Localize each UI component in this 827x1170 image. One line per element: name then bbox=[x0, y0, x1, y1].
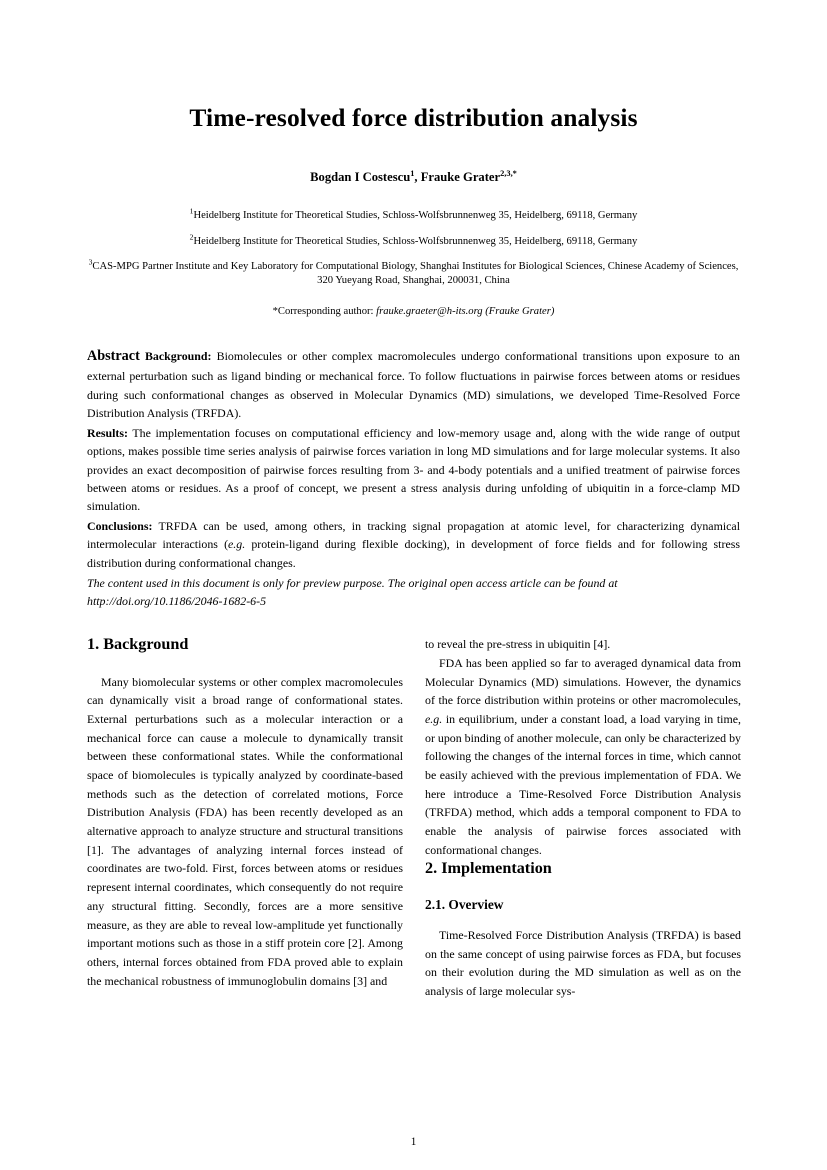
corresponding-prefix: *Corresponding author: bbox=[272, 305, 377, 317]
corresponding-email[interactable]: frauke.graeter@h-its.org bbox=[376, 305, 483, 317]
affiliation-marker-3: 3 bbox=[88, 257, 93, 267]
abstract-conclusions bbox=[87, 517, 740, 572]
background-paragraph-2-part-b: in equilibrium, under a constant load, a load varying in time, or upon binding of another molecule, can only be characterized by following the changes of the internal forces in time, which cannot be easily achieved with the previous implementation of FDA. We here introduce a Time-Resolved Force Distribution Analysis (TRFDA) method, which adds a temporal component to FDA to enable the analysis of pairwise forces associated with conformational changes. bbox=[425, 711, 741, 857]
affiliation-1 bbox=[87, 206, 740, 223]
author-affiliation-marker-1: 1 bbox=[410, 168, 415, 178]
body-columns bbox=[87, 610, 740, 1001]
abstract-background-label: Background: bbox=[144, 348, 212, 363]
affiliation-2 bbox=[87, 232, 740, 249]
section-heading-implementation: 2. Implementation bbox=[425, 859, 552, 878]
background-paragraph-1-continued: to reveal the pre-stress in ubiquitin [4]. bbox=[425, 637, 611, 652]
background-paragraph-2-part-a: FDA has been applied so far to averaged dynamical data from Molecular Dynamics (MD) simulations. However, the dynamics of the force distribution within proteins or other macromolecules, bbox=[425, 655, 741, 708]
author-name-2: , Frauke Grater bbox=[414, 170, 501, 185]
corresponding-author bbox=[87, 300, 740, 318]
abstract-block bbox=[87, 318, 740, 611]
preview-purpose-note: The content used in this document is only for preview purpose. The original open access article can be found at bbox=[87, 575, 618, 590]
author-affiliation-marker-2: 2,3,* bbox=[500, 168, 517, 178]
overview-paragraph-1: Time-Resolved Force Distribution Analysis (TRFDA) is based on the same concept of using pairwise forces as FDA, but focuses on their evolution during the MD simulation as well as on the analysis of large molecular sys- bbox=[425, 927, 741, 998]
affiliation-text-2: Heidelberg Institute for Theoretical Studies, Schloss-Wolfsbrunnenweg 35, Heidelberg, 69118, Germany bbox=[193, 235, 638, 247]
author-list bbox=[87, 133, 740, 185]
background-paragraph-1: Many biomolecular systems or other complex macromolecules can dynamically visit a broad range of conformational states. External perturbations such as a molecular interaction or a mechanical force can cause a molecule to dynamically transit between these conformational states. While the conformational space of biomolecules is typically analyzed by coordinate-based methods such as the detection of correlated motions, Force Distribution Analysis (FDA) has been recently developed as an alternative approach to analyze structure and structural transitions [1]. The advantages of analyzing internal forces instead of coordinates are two-fold. First, forces between atoms or residues represent internal coordinates, which consequently do not require any structural fitting. Secondly, forces are a more sensitive measure, as they are able to reveal low-amplitude yet functionally important motions such as those in a stiff protein core [2]. Among others, internal forces obtained from FDA proved able to explain the mechanical robustness of immunoglobulin domains [3] and bbox=[87, 674, 403, 988]
affiliation-3 bbox=[87, 257, 740, 289]
abstract-background bbox=[87, 346, 740, 423]
affiliation-block bbox=[87, 185, 740, 317]
background-paragraph-2-eg: e.g. bbox=[425, 711, 443, 726]
preview-doi-link[interactable]: http://doi.org/10.1186/2046-1682-6-5 bbox=[87, 593, 267, 608]
left-column bbox=[87, 635, 403, 1001]
right-column bbox=[425, 635, 741, 1001]
abstract-conclusions-eg: e.g. bbox=[228, 537, 246, 552]
abstract-conclusions-text: TRFDA can be used, among others, in tracking signal propagation at atomic level, for characterizing dynamical intermolecular interactions ( bbox=[87, 519, 740, 552]
affiliation-marker-1: 1 bbox=[189, 206, 194, 216]
corresponding-name: (Frauke Grater) bbox=[482, 305, 555, 317]
author-name-1: Bogdan I Costescu bbox=[310, 170, 411, 185]
abstract-background-text: Biomolecules or other complex macromolecules undergo conformational transitions upon exposure to an external perturbation such as ligand binding or mechanical force. To follow fluctuations in pairwise forces between atoms or residues during such conformational changes as observed in Molecular Dynamics (MD) simulations, we developed Time-Resolved Force Distribution Analysis (TRFDA). bbox=[87, 348, 740, 421]
subsection-heading-overview: 2.1. Overview bbox=[425, 896, 504, 912]
abstract-results-text: The implementation focuses on computational efficiency and low-memory usage and, along with the wide range of output options, makes possible time series analysis of pairwise forces variation in long MD simulations and for large molecular systems. It also provides an exact decomposition of pairwise forces resulting from 3- and 4-body potentials and a unified treatment of pairwise forces between atoms or residues. As a proof of concept, we present a stress analysis during unfolding of ubiquitin in a force-clamp MD simulation. bbox=[87, 425, 740, 514]
abstract-results-label: Results: bbox=[87, 425, 128, 440]
abstract-conclusions-label: Conclusions: bbox=[87, 519, 153, 534]
section-heading-background: 1. Background bbox=[87, 635, 189, 654]
page-title: Time-resolved force distribution analysis bbox=[189, 103, 638, 132]
background-paragraph-2 bbox=[425, 654, 741, 860]
abstract-heading: Abstract bbox=[87, 347, 140, 364]
page-number: 1 bbox=[410, 1136, 417, 1148]
affiliation-marker-2: 2 bbox=[189, 232, 194, 242]
affiliation-text-3: CAS-MPG Partner Institute and Key Laboratory for Computational Biology, Shanghai Institutes for Biological Sciences, Chinese Academy of Sciences, 320 Yueyang Road, Shanghai, 200031, China bbox=[92, 261, 739, 287]
abstract-results bbox=[87, 424, 740, 516]
abstract-conclusions-text2: protein-ligand during flexible docking), in development of force fields and for following stress distribution during conformational changes. bbox=[87, 537, 740, 570]
affiliation-text-1: Heidelberg Institute for Theoretical Studies, Schloss-Wolfsbrunnenweg 35, Heidelberg, 69118, Germany bbox=[193, 210, 638, 222]
